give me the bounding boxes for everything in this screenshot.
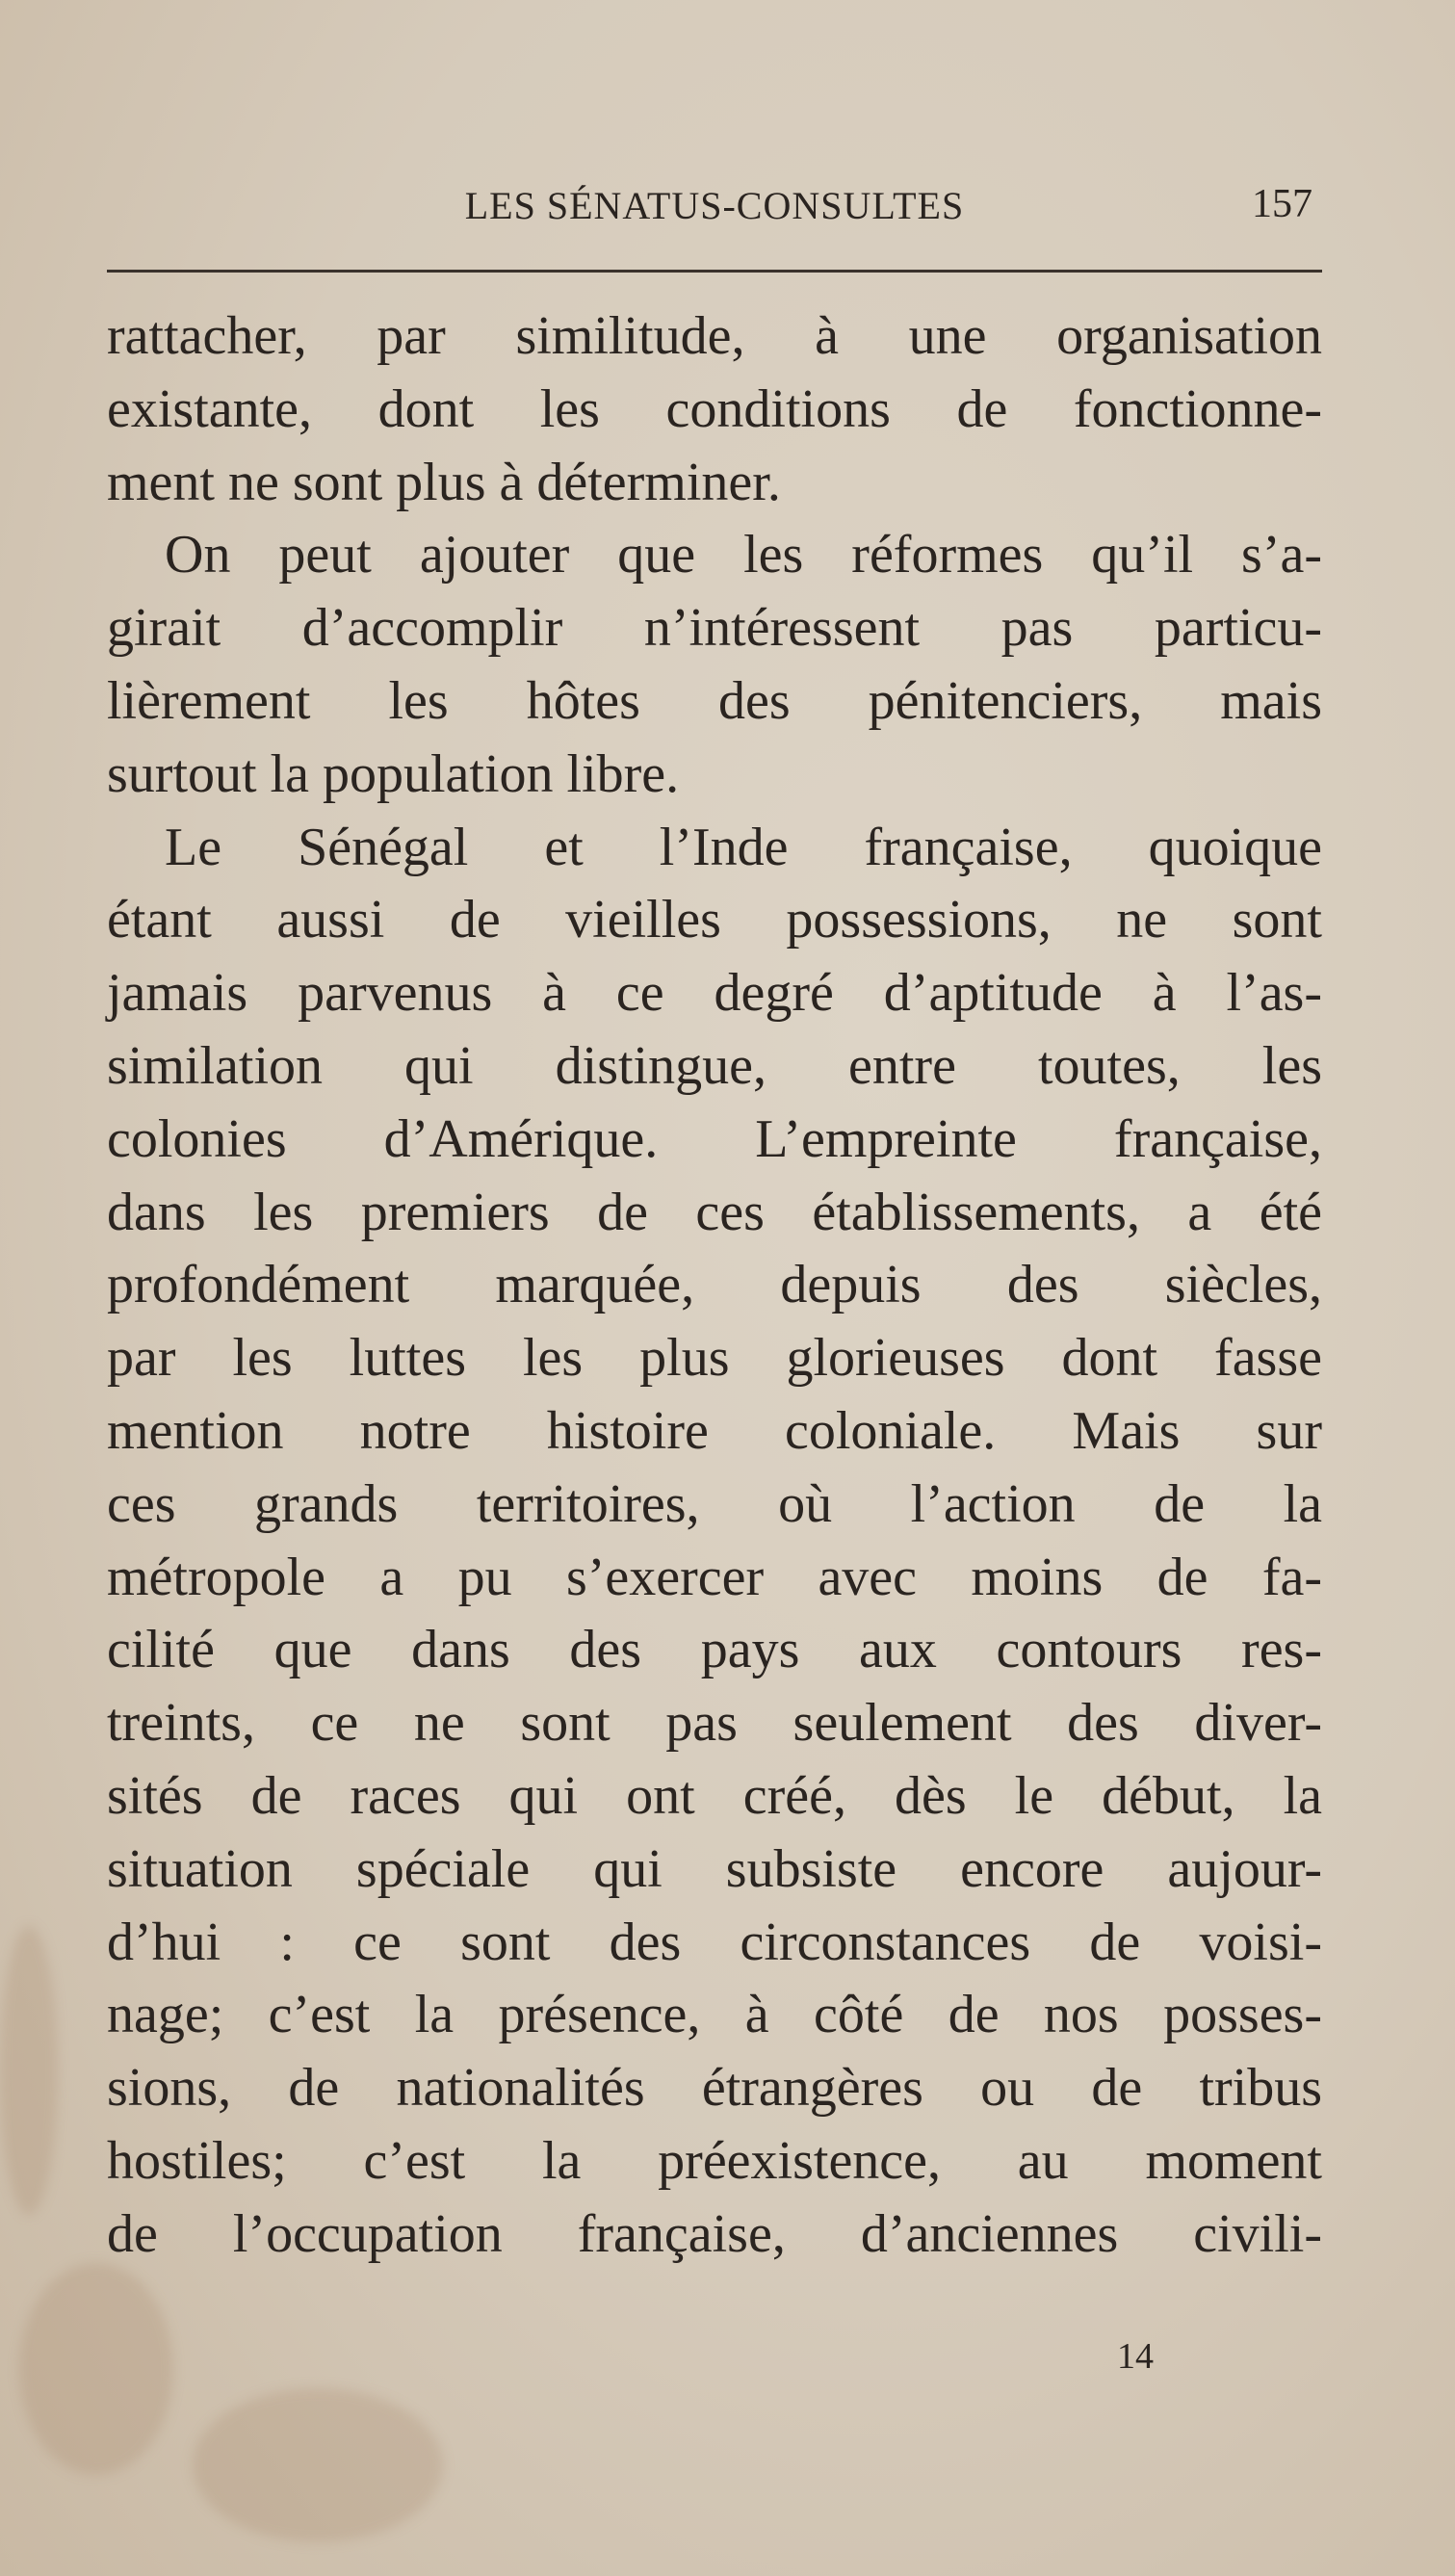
page-number: 157: [1252, 182, 1312, 226]
text-line: lièrement les hôtes des pénitenciers, mais: [107, 670, 1322, 731]
text-line: surtout la population libre.: [107, 743, 680, 804]
text-line: girait d’accomplir n’intéressent pas particu-: [107, 598, 1322, 659]
text-line: d’hui : ce sont des circonstances de voisi-: [107, 1912, 1322, 1972]
text-line: mention notre histoire coloniale. Mais sur: [107, 1400, 1322, 1461]
text-line: sités de races qui ont créé, dès le début, la: [107, 1765, 1322, 1826]
text-line: de l’occupation française, d’anciennes civili-: [107, 2203, 1322, 2264]
text-line: étant aussi de vieilles possessions, ne sont: [107, 890, 1322, 950]
text-line: colonies d’Amérique. L’empreinte française,: [107, 1108, 1322, 1169]
running-title: LES SÉNATUS-CONSULTES: [464, 184, 965, 227]
text-line: situation spéciale qui subsiste encore aujour-: [107, 1838, 1322, 1899]
text-line: profondément marquée, depuis des siècles,: [107, 1255, 1322, 1315]
text-line: On peut ajouter que les réformes qu’il s’a-: [165, 525, 1322, 585]
text-line: dans les premiers de ces établissements, a été: [107, 1182, 1322, 1242]
paper-stain: [0, 1926, 58, 2215]
text-line: Le Sénégal et l’Inde française, quoique: [165, 817, 1322, 877]
paper-stain: [193, 2388, 443, 2542]
signature-mark: 14: [1117, 2336, 1154, 2377]
text-line: existante, dont les conditions de fonctionne-: [107, 378, 1322, 439]
text-line: nage; c’est la présence, à côté de nos posses-: [107, 1985, 1322, 2045]
body-text: [107, 300, 1322, 2272]
text-line: jamais parvenus à ce degré d’aptitude à l’as-: [107, 963, 1322, 1024]
text-line: similation qui distingue, entre toutes, les: [107, 1035, 1322, 1096]
text-line: par les luttes les plus glorieuses dont fasse: [107, 1328, 1322, 1389]
text-line: ces grands territoires, où l’action de la: [107, 1473, 1322, 1534]
text-line: rattacher, par similitude, à une organisation: [107, 306, 1322, 366]
text-line: sions, de nationalités étrangères ou de tribus: [107, 2058, 1322, 2119]
text-line: ment ne sont plus à déterminer.: [107, 452, 781, 512]
text-line: cilité que dans des pays aux contours res-: [107, 1620, 1322, 1680]
paper-stain: [19, 2263, 173, 2475]
text-line: hostiles; c’est la préexistence, au moment: [107, 2130, 1322, 2191]
text-line: métropole a pu s’exercer avec moins de fa-: [107, 1547, 1322, 1607]
running-header: [107, 173, 1322, 231]
header-rule: [107, 270, 1322, 273]
text-line: treints, ce ne sont pas seulement des diver-: [107, 1693, 1322, 1754]
